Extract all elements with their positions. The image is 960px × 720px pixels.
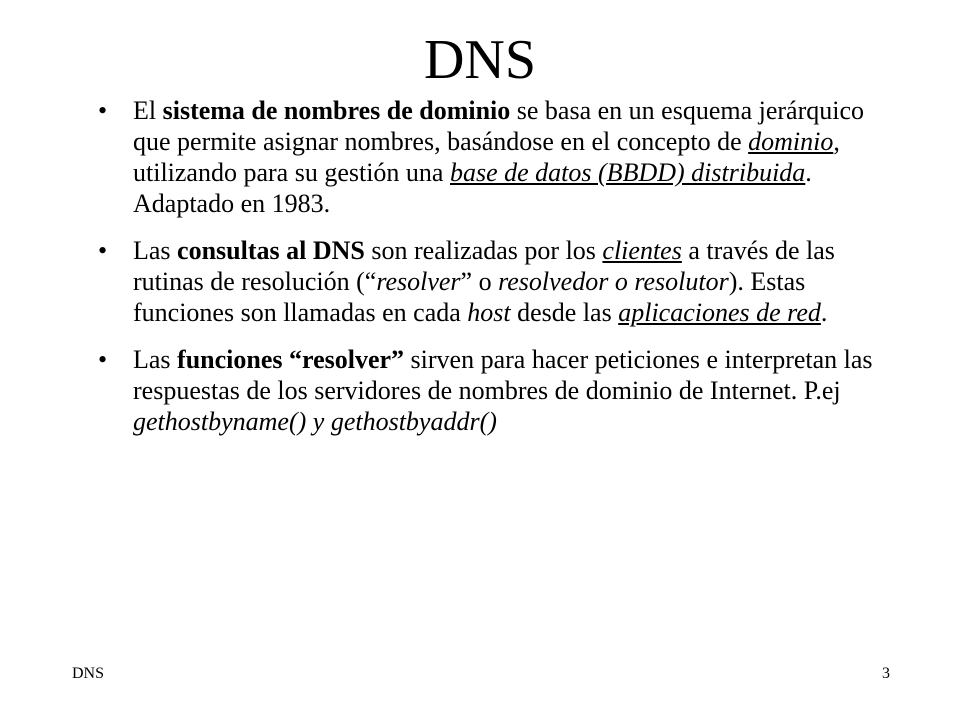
- slide-title: DNS: [423, 29, 537, 91]
- text-run: son realizadas por los: [364, 236, 603, 265]
- footer-title: DNS: [72, 665, 105, 682]
- text-run: Las: [133, 345, 178, 374]
- italic-term: resolver: [376, 267, 461, 296]
- underlined-term: base de datos (BBDD) distribuida: [449, 158, 806, 187]
- underlined-term: clientes: [602, 236, 682, 265]
- page-number: 3: [882, 665, 890, 682]
- text-run: se basa en un esquema jerárquico que permite asignar nombres, basándose en el concepto de: [133, 96, 865, 156]
- text-run: sirven para hacer peticiones e interpretan las respuestas de los servidores de nombres de dominio de Internet. P.ej: [133, 345, 873, 405]
- bullet-list: [0, 95, 960, 453]
- bullet-item: [0, 344, 903, 437]
- bold-term: funciones “resolver”: [177, 345, 405, 374]
- bullet-text: [133, 236, 835, 327]
- bullet-item: [0, 95, 903, 219]
- underlined-term: aplicaciones de red: [618, 298, 821, 327]
- text-run: . Adaptado en 1983.: [133, 158, 812, 218]
- bold-term: sistema de nombres de dominio: [162, 96, 511, 125]
- text-run: desde las: [510, 298, 619, 327]
- text-run: Las: [133, 236, 178, 265]
- text-run: ). Estas funciones son llamadas en cada: [133, 267, 806, 327]
- text-run: El: [133, 96, 163, 125]
- bullet-text: [133, 96, 864, 218]
- text-run: a través de las rutinas de resolución (“: [133, 236, 835, 296]
- bullet-item: [0, 235, 903, 328]
- text-run: , utilizando para su gestión una: [133, 127, 840, 187]
- bullet-text: [133, 345, 873, 436]
- text-run: ” o: [460, 267, 499, 296]
- bold-term: consultas al DNS: [177, 236, 365, 265]
- italic-term: resolvedor o resolutor: [498, 267, 729, 296]
- underlined-term: dominio: [748, 127, 834, 156]
- italic-term: gethostbyname() y gethostbyaddr(): [133, 407, 497, 436]
- bullet-dot-icon: •: [98, 345, 108, 374]
- italic-term: host: [467, 298, 511, 327]
- bullet-dot-icon: •: [98, 96, 108, 125]
- text-run: .: [820, 298, 828, 327]
- bullet-dot-icon: •: [98, 236, 108, 265]
